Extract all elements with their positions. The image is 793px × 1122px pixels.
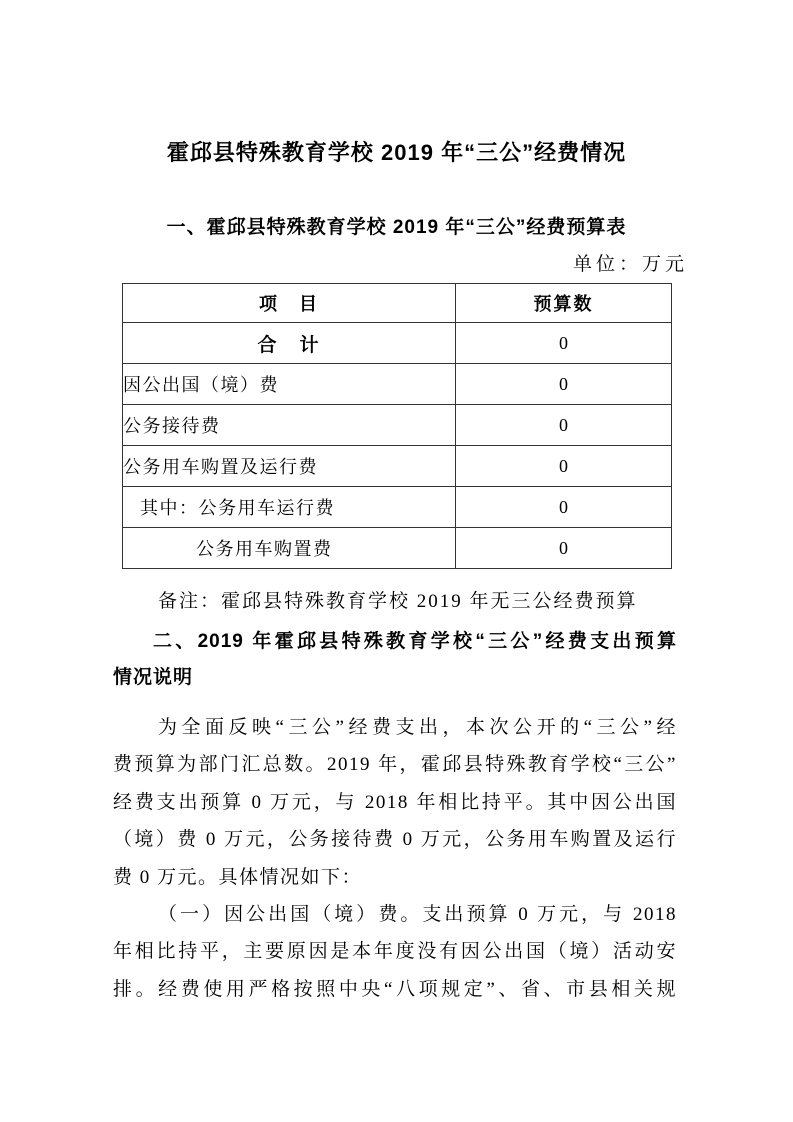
table-note: 备注：霍邱县特殊教育学校 2019 年无三公经费预算: [158, 591, 638, 612]
table-row-total: [123, 323, 672, 364]
table-row-vehicle-operation: [123, 487, 672, 528]
unit-label: 单位：万元: [572, 254, 688, 275]
paragraph1-line: 费 0 万元。具体情况如下：: [113, 866, 363, 888]
row-label: 公务用车购置费: [123, 528, 456, 569]
section2-heading-line: 情况说明: [113, 667, 194, 688]
section2-heading: [113, 624, 677, 696]
paragraph2-line: 年相比持平，主要原因是本年度没有因公出国（境）活动安: [113, 941, 677, 963]
table-header-item: 项 目: [123, 284, 456, 323]
paragraph1-line: （境）费 0 万元，公务接待费 0 万元，公务用车购置及运行: [113, 829, 677, 851]
row-label: 因公出国（境）费: [123, 364, 456, 405]
table-row-vehicle-purchase: [123, 528, 672, 569]
row-value: 0: [456, 487, 672, 528]
table-header-budget: 预算数: [456, 284, 672, 323]
table-header-row: [123, 284, 672, 323]
body-paragraphs: [113, 709, 677, 1008]
table-row-reception: [123, 405, 672, 446]
paragraph1-line: 费预算为部门汇总数。2019 年，霍邱县特殊教育学校“三公”: [113, 754, 677, 776]
row-value: 0: [456, 405, 672, 446]
row-value: 0: [456, 323, 672, 364]
table-row-abroad: [123, 364, 672, 405]
row-value: 0: [456, 446, 672, 487]
section1-heading: 一、霍邱县特殊教育学校 2019 年“三公”经费预算表: [166, 217, 627, 238]
document-title: 霍邱县特殊教育学校 2019 年“三公”经费情况: [166, 140, 627, 165]
paragraph1-line: 经费支出预算 0 万元，与 2018 年相比持平。其中因公出国: [113, 791, 677, 813]
row-label: 公务用车购置及运行费: [123, 446, 456, 487]
row-label: 其中：公务用车运行费: [123, 487, 456, 528]
row-value: 0: [456, 364, 672, 405]
budget-table: [122, 283, 672, 569]
table-row-vehicle-total: [123, 446, 672, 487]
paragraph1-line: 为全面反映“三公”经费支出，本次公开的“三公”经: [158, 717, 677, 738]
row-label: 合 计: [123, 323, 456, 364]
paragraph2-line: （一）因公出国（境）费。支出预算 0 万元，与 2018: [158, 904, 677, 926]
paragraph2-line: 排。经费使用严格按照中央“八项规定”、省、市县相关规: [113, 978, 677, 1000]
row-label: 公务接待费: [123, 405, 456, 446]
section2-heading-line: 二、2019 年霍邱县特殊教育学校“三公”经费支出预算: [153, 631, 677, 652]
row-value: 0: [456, 528, 672, 569]
